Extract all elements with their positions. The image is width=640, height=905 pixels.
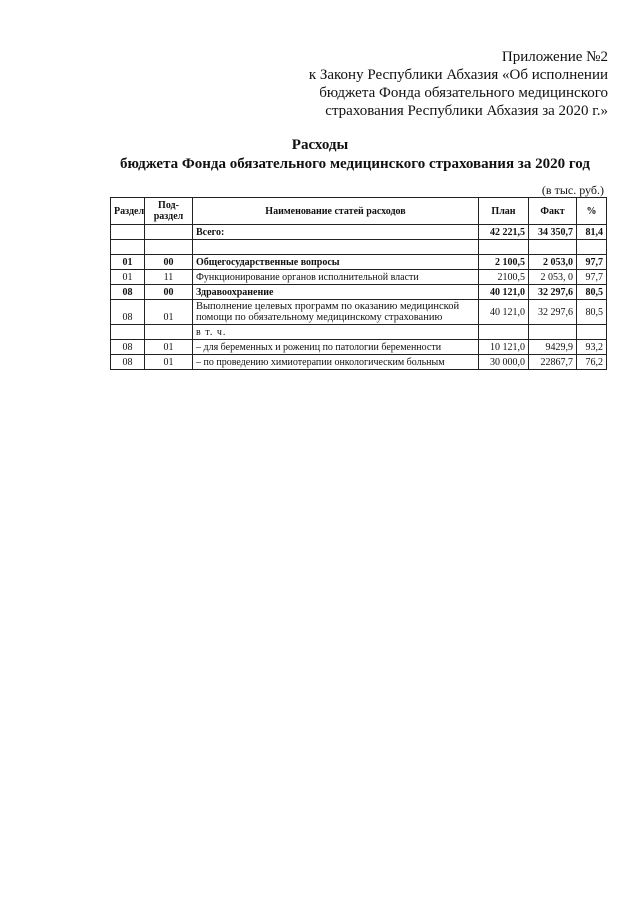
spacer-row xyxy=(111,240,607,255)
total-label: Всего: xyxy=(193,225,479,240)
table-row xyxy=(111,270,607,285)
units-note: (в тыс. руб.) xyxy=(541,183,604,197)
row-percent: 76,2 xyxy=(577,355,607,370)
row-fact: 32 297,6 xyxy=(529,300,577,325)
row-section: 01 xyxy=(111,255,145,270)
total-row xyxy=(111,225,607,240)
row-fact: 32 297,6 xyxy=(529,285,577,300)
table-row xyxy=(111,325,607,340)
row-name: Общегосударственные вопросы xyxy=(193,255,479,270)
table-row xyxy=(111,285,607,300)
spacer-cell xyxy=(479,240,529,255)
row-section: 08 xyxy=(111,355,145,370)
row-plan xyxy=(479,325,529,340)
row-fact: 22867,7 xyxy=(529,355,577,370)
row-section: 01 xyxy=(111,270,145,285)
total-percent: 81,4 xyxy=(577,225,607,240)
row-plan: 2100,5 xyxy=(479,270,529,285)
appendix-line-2: к Закону Республики Абхазия «Об исполнении xyxy=(308,67,608,83)
appendix-line-3: бюджета Фонда обязательного медицинского xyxy=(319,85,608,101)
header-plan: План xyxy=(479,198,529,225)
title-line-1: Расходы xyxy=(291,137,349,153)
expenses-table xyxy=(110,197,607,370)
spacer-cell xyxy=(111,240,145,255)
header-percent: % xyxy=(577,198,607,225)
row-subsection: 11 xyxy=(145,270,193,285)
row-name: – для беременных и рожениц по патологии беременности xyxy=(193,340,479,355)
total-section xyxy=(111,225,145,240)
row-fact xyxy=(529,325,577,340)
row-name: – по проведению химиотерапии онкологическим больным xyxy=(193,355,479,370)
row-plan: 10 121,0 xyxy=(479,340,529,355)
table-row xyxy=(111,255,607,270)
row-fact: 2 053,0 xyxy=(529,255,577,270)
total-plan: 42 221,5 xyxy=(479,225,529,240)
spacer-cell xyxy=(529,240,577,255)
appendix-line-1: Приложение №2 xyxy=(501,49,608,65)
spacer-cell xyxy=(577,240,607,255)
row-section: 08 xyxy=(111,285,145,300)
row-name: Выполнение целевых программ по оказанию медицинской помощи по обязательному медицинскому страхованию xyxy=(193,300,479,325)
row-fact: 2 053, 0 xyxy=(529,270,577,285)
row-section: 08 xyxy=(111,300,145,325)
row-plan: 40 121,0 xyxy=(479,300,529,325)
row-subsection: 01 xyxy=(145,355,193,370)
total-fact: 34 350,7 xyxy=(529,225,577,240)
row-subsection: 00 xyxy=(145,255,193,270)
row-subsection: 00 xyxy=(145,285,193,300)
row-percent: 97,7 xyxy=(577,255,607,270)
row-percent xyxy=(577,325,607,340)
row-plan: 30 000,0 xyxy=(479,355,529,370)
row-percent: 80,5 xyxy=(577,285,607,300)
row-plan: 40 121,0 xyxy=(479,285,529,300)
document-title xyxy=(0,136,640,174)
header-section: Раздел xyxy=(111,198,145,225)
appendix-line-4: страхования Республики Абхазия за 2020 г.» xyxy=(325,103,608,119)
row-subsection: 01 xyxy=(145,300,193,325)
appendix-note xyxy=(228,48,608,120)
row-percent: 97,7 xyxy=(577,270,607,285)
total-subsection xyxy=(145,225,193,240)
spacer-cell xyxy=(145,240,193,255)
table-row xyxy=(111,355,607,370)
spacer-cell xyxy=(193,240,479,255)
table-row xyxy=(111,340,607,355)
row-fact: 9429,9 xyxy=(529,340,577,355)
row-name: Функционирование органов исполнительной власти xyxy=(193,270,479,285)
header-subsection: Под-раздел xyxy=(145,198,193,225)
row-section: 08 xyxy=(111,340,145,355)
row-subsection xyxy=(145,325,193,340)
row-subsection: 01 xyxy=(145,340,193,355)
table-row xyxy=(111,300,607,325)
header-name: Наименование статей расходов xyxy=(193,198,479,225)
row-name: в т. ч. xyxy=(193,325,479,340)
row-section xyxy=(111,325,145,340)
title-line-2: бюджета Фонда обязательного медицинского страхования за 2020 год xyxy=(120,156,590,172)
row-plan: 2 100,5 xyxy=(479,255,529,270)
table-header-row xyxy=(111,198,607,225)
row-name: Здравоохранение xyxy=(193,285,479,300)
row-percent: 80,5 xyxy=(577,300,607,325)
header-fact: Факт xyxy=(529,198,577,225)
row-percent: 93,2 xyxy=(577,340,607,355)
